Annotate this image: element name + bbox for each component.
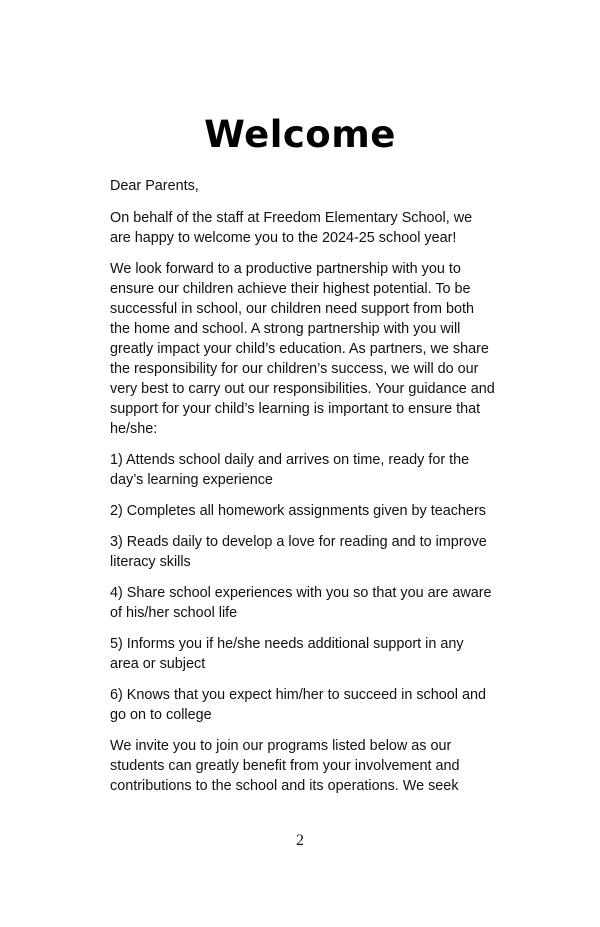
salutation: Dear Parents, <box>110 178 199 194</box>
list-item-homework: 2) Completes all homework assignments given by teachers <box>110 503 486 519</box>
page-number: 2 <box>296 832 304 849</box>
paragraph-programs: We invite you to join our programs listed below as our students can greatly benefit from your involvement and contributions to the school and its operations. We seek <box>110 738 460 794</box>
list-item-attendance: 1) Attends school daily and arrives on time, ready for the day’s learning experience <box>110 452 470 488</box>
page-title: Welcome <box>204 113 396 156</box>
paragraph-welcome: On behalf of the staff at Freedom Elementary School, we are happy to welcome you to the 2024-25 school year! <box>110 210 473 246</box>
list-item-support: 5) Informs you if he/she needs additional support in any area or subject <box>110 636 464 672</box>
list-item-expectations: 6) Knows that you expect him/her to succeed in school and go on to college <box>110 687 486 723</box>
list-item-reading: 3) Reads daily to develop a love for reading and to improve literacy skills <box>110 534 487 570</box>
paragraph-partnership: We look forward to a productive partnership with you to ensure our children achieve their highest potential. To be successful in school, our children need support from both the home and school. A strong partnership with you will greatly impact your child’s education. As partners, we share the responsibility for our children’s success, we will do our very best to carry out our responsibilities. Your guidance and support for your child’s learning is important to ensure that he/she: <box>110 261 495 437</box>
list-item-share-experiences: 4) Share school experiences with you so that you are aware of his/her school life <box>110 585 492 621</box>
letter-body <box>110 176 495 807</box>
